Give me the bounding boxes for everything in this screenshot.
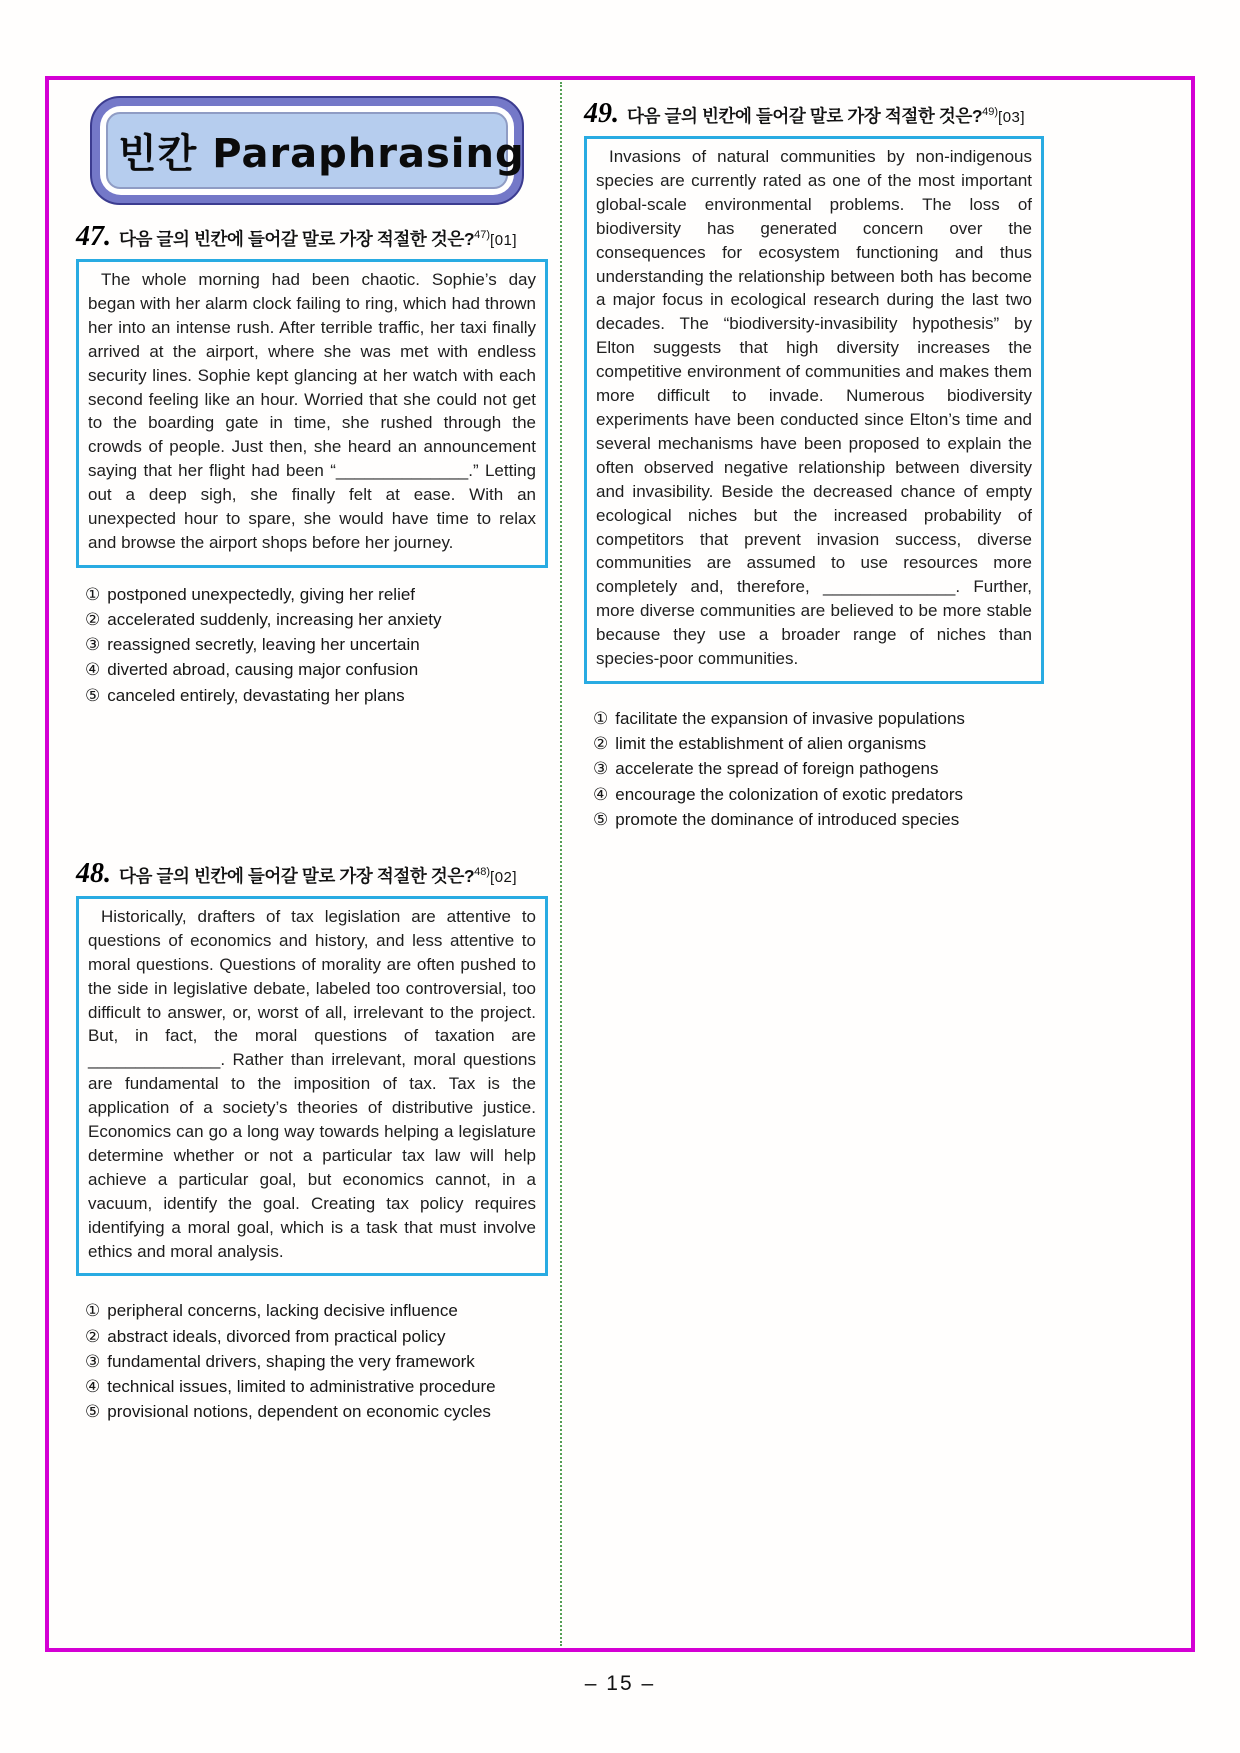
question-number: 48. [76, 857, 111, 889]
option-text: reassigned secretly, leaving her uncertain [107, 635, 420, 655]
option-text: promote the dominance of introduced species [615, 809, 960, 829]
question-47-header [76, 221, 548, 253]
option-item [85, 1374, 548, 1399]
option-marker: ② [85, 1326, 101, 1346]
option-marker: ③ [593, 759, 609, 779]
option-item [593, 782, 1044, 807]
option-item [85, 1399, 548, 1424]
question-prompt: 다음 글의 빈칸에 들어갈 말로 가장 적절한 것은? [119, 865, 475, 886]
option-text: accelerated suddenly, increasing her anxiety [107, 610, 442, 630]
question-number: 49. [584, 98, 619, 129]
option-text: postponed unexpectedly, giving her relief [107, 584, 416, 604]
options-49 [584, 706, 1044, 832]
option-marker: ⑤ [593, 809, 609, 829]
option-marker: ① [85, 584, 101, 604]
option-marker: ② [85, 610, 101, 630]
section-title: 빈칸 Paraphrasing [118, 131, 525, 177]
option-item [85, 632, 548, 657]
passage-box-47 [76, 259, 548, 568]
option-item [85, 1298, 548, 1323]
option-marker: ② [593, 734, 609, 754]
option-item [85, 657, 548, 682]
options-48 [76, 1298, 548, 1424]
passage-text-48: Historically, drafters of tax legislation are attentive to questions of economics and history, and less attentive to moral questions. Questions of morality are often pushed to the side in legislative debate, labeled too controversial, too difficult to answer, or, worst of all, irrelevant to the project. But, in fact, the moral questions of taxation are ______________. Rather than irrelevant, moral questions are fundamental to the imposition of tax. Tax is the application of a society’s theories of distributive justice. Economics can go a long way towards helping a legislature determine whether or not a particular tax law will help achieve a particular goal, but economics cannot, in a vacuum, identify the goal. Creating tax policy requires identifying a moral goal, which is a task that must involve ethics and moral analysis. [88, 906, 536, 1261]
question-49-header [584, 98, 1044, 130]
left-column [76, 96, 548, 1425]
option-item [85, 1349, 548, 1374]
option-text: limit the establishment of alien organisms [615, 734, 927, 754]
question-prompt: 다음 글의 빈칸에 들어갈 말로 가장 적절한 것은? [627, 106, 983, 126]
option-text: provisional notions, dependent on economic cycles [107, 1402, 491, 1422]
option-marker: ⑤ [85, 1402, 101, 1422]
footnote-ref: 47) [474, 229, 491, 241]
option-item [593, 731, 1044, 756]
option-item [593, 756, 1044, 781]
option-text: diverted abroad, causing major confusion [107, 660, 419, 680]
section-title-badge-fill [106, 112, 525, 189]
section-title-badge [90, 96, 524, 205]
option-item [593, 807, 1044, 832]
options-47 [76, 582, 548, 708]
option-item [85, 683, 548, 708]
option-text: encourage the colonization of exotic predators [615, 784, 964, 804]
question-tag: [02] [490, 868, 518, 886]
option-text: fundamental drivers, shaping the very framework [107, 1351, 475, 1371]
option-marker: ③ [85, 1351, 101, 1371]
right-column [584, 94, 1044, 832]
option-item [85, 582, 548, 607]
passage-text-49: Invasions of natural communities by non-indigenous species are currently rated as one of the most important global-scale environmental problems. The loss of biodiversity has generated concern over the consequences for ecosystem functioning and thus understanding the relationship between both has become a major focus in ecological research during the last two decades. The “biodiversity-invasibility hypothesis” by Elton suggests that high diversity increases the competitive environment of communities and makes them more difficult to invade. Numerous biodiversity experiments have been conducted since Elton’s time and several mechanisms have been proposed to explain the often observed negative relationship between diversity and invasibility. Beside the decreased chance of empty ecological niches but the increased probability of competitors that prevent invasion success, diverse communities are assumed to use resources more completely and, therefore, ______________. Further, more diverse communities are believed to be more stable because they use a broader range of niches than species-poor communities. [596, 147, 1032, 669]
page-number: – 15 – [584, 1672, 656, 1695]
passage-text-47: The whole morning had been chaotic. Sophie’s day began with her alarm clock failing to ring, which had thrown her into an intense rush. After terrible traffic, her taxi finally arrived at the airport, where she was met with endless security lines. Sophie kept glancing at her watch with each second feeling like an hour. Worried that she could not get to the boarding gate in time, she rushed through the crowds of people. Just then, she heard an announcement saying that her flight had been “______________.” Letting out a deep sigh, she finally felt at ease. With an unexpected hour to spare, she would have time to relax and browse the airport shops before her journey. [88, 270, 536, 552]
footnote-ref: 48) [474, 865, 491, 878]
option-text: abstract ideals, divorced from practical policy [107, 1326, 446, 1346]
option-item [593, 706, 1044, 731]
option-item [85, 1324, 548, 1349]
option-item [85, 607, 548, 632]
footnote-ref: 49) [982, 106, 999, 118]
option-marker: ⑤ [85, 685, 101, 705]
section-title-badge-ring [100, 106, 525, 195]
passage-box-48 [76, 896, 548, 1277]
option-marker: ① [85, 1301, 101, 1321]
question-tag: [03] [998, 109, 1026, 126]
question-tag: [01] [490, 232, 518, 249]
passage-box-49 [584, 136, 1044, 684]
option-marker: ④ [85, 1377, 101, 1397]
option-text: facilitate the expansion of invasive populations [615, 708, 965, 728]
option-text: canceled entirely, devastating her plans [107, 685, 405, 705]
question-prompt: 다음 글의 빈칸에 들어갈 말로 가장 적절한 것은? [119, 229, 475, 249]
option-marker: ④ [85, 660, 101, 680]
option-text: peripheral concerns, lacking decisive influence [107, 1301, 458, 1321]
option-text: accelerate the spread of foreign pathogens [615, 759, 939, 779]
question-number: 47. [76, 221, 111, 252]
option-marker: ③ [85, 635, 101, 655]
column-divider [560, 82, 562, 1646]
option-text: technical issues, limited to administrative procedure [107, 1377, 496, 1397]
option-marker: ① [593, 708, 609, 728]
option-marker: ④ [593, 784, 609, 804]
question-48-header [76, 858, 548, 890]
